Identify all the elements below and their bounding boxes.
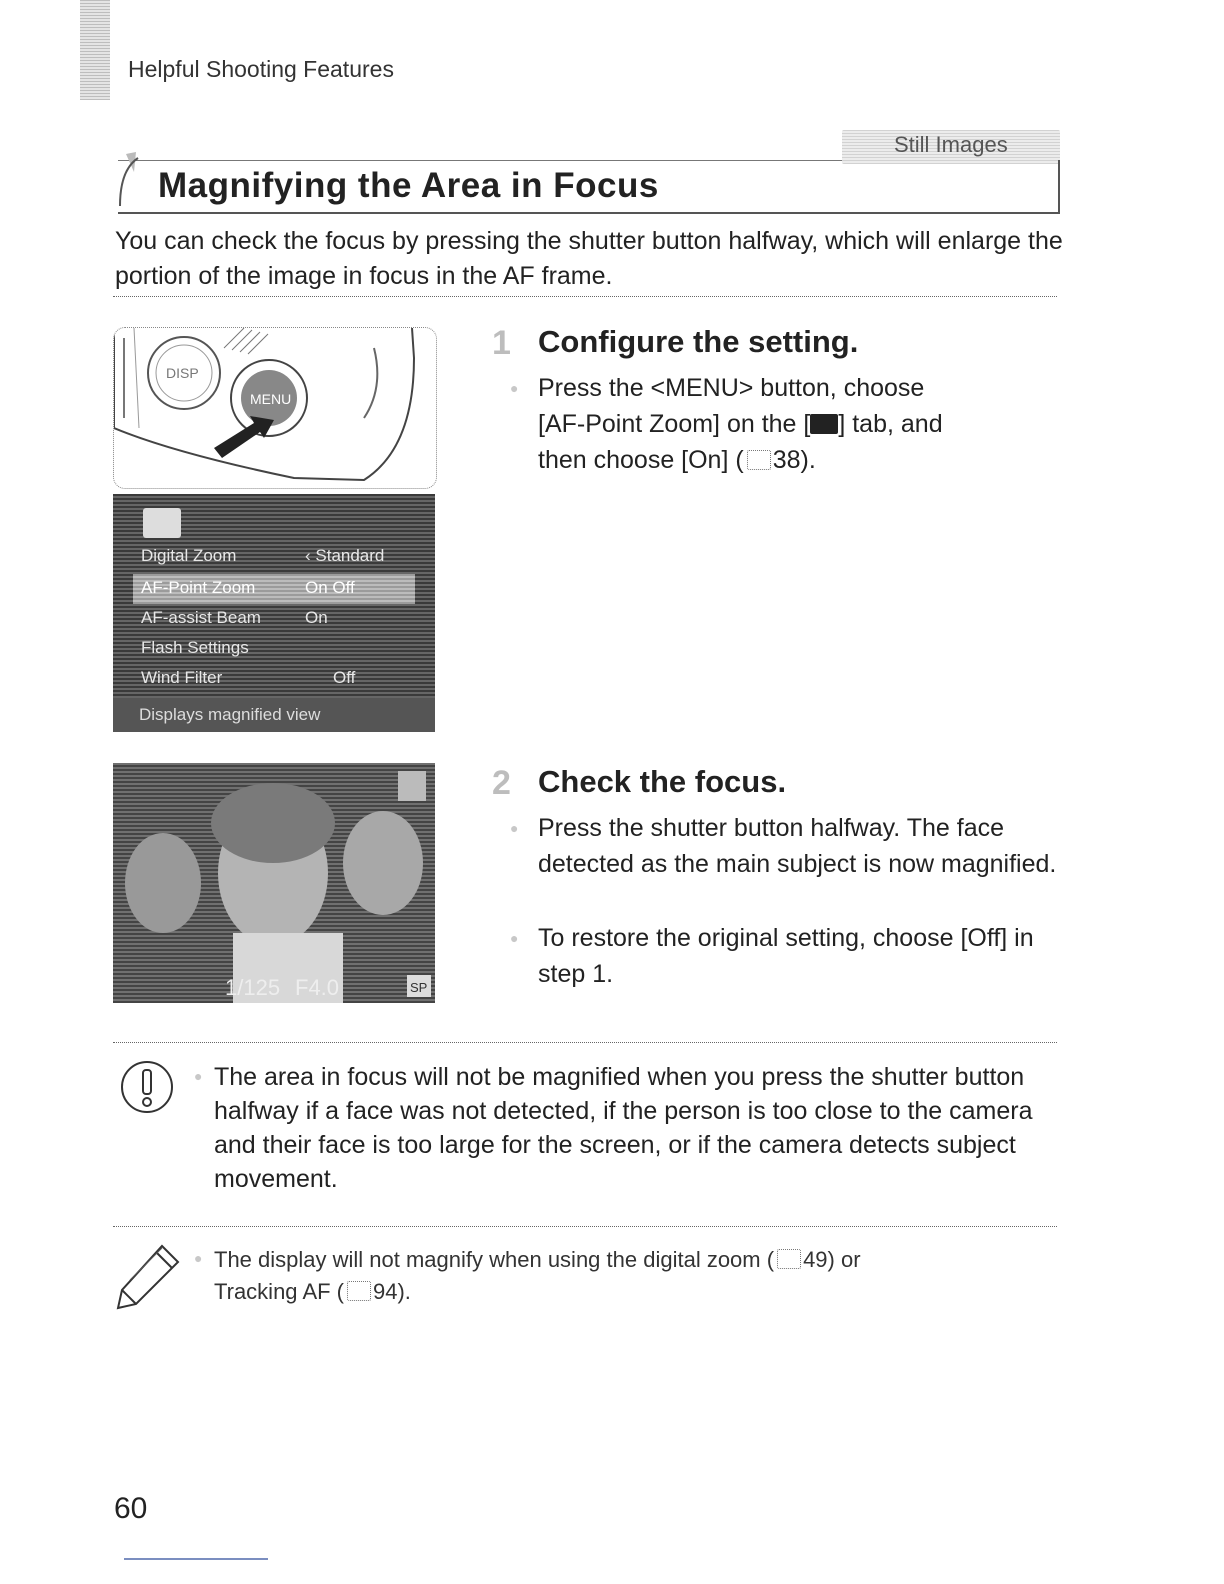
step-1-body: Press the <MENU> button, choose [AF-Point Zoom] on the [ ] tab, and then choose [On] ( 38). bbox=[538, 374, 943, 474]
menu-row-digital-zoom: Digital Zoom ‹ Standard bbox=[141, 546, 385, 565]
section-tab-marker bbox=[80, 0, 110, 100]
book-ref-icon bbox=[747, 450, 771, 470]
bullet-icon: ● bbox=[194, 1250, 203, 1266]
book-ref-icon bbox=[777, 1249, 801, 1269]
menu-row-flash-settings: Flash Settings bbox=[141, 638, 249, 657]
pencil-icon bbox=[112, 1240, 184, 1312]
menu-row-af-point-zoom: AF-Point Zoom On Off bbox=[133, 574, 415, 604]
menu-button-label: MENU bbox=[250, 391, 292, 407]
step-2-title: Check the focus. bbox=[538, 764, 787, 799]
step-2-bullet-2: To restore the original setting, choose [Off] in step 1. bbox=[538, 924, 1034, 988]
camera-tab-icon bbox=[143, 508, 181, 538]
shutter-readout: 1/125 bbox=[225, 975, 281, 1000]
aperture-readout: F4.0 bbox=[295, 975, 340, 1000]
badge-label: Still Images bbox=[894, 132, 1008, 157]
caution-icon bbox=[118, 1058, 176, 1116]
caution-text: The area in focus will not be magnified when you press the shutter button halfway if a face was not detected, if the person is too close to the camera and their face is too large for the screen, or if the camera detects subject movement. bbox=[214, 1063, 1033, 1193]
press-arrow-icon bbox=[214, 416, 274, 458]
intro-paragraph: You can check the focus by pressing the shutter button halfway, which will enlarge the portion of the image in focus in the AF frame. bbox=[115, 227, 1063, 290]
faces-drawing-icon bbox=[113, 763, 435, 1003]
camera-drawing-icon bbox=[114, 328, 436, 488]
book-ref-icon bbox=[347, 1281, 371, 1301]
title-hook-icon bbox=[112, 150, 142, 208]
menu-footer: Displays magnified view bbox=[113, 698, 435, 732]
page-number-underline bbox=[124, 1558, 268, 1560]
bullet-icon: ● bbox=[510, 930, 519, 946]
step-2-number: 2 bbox=[492, 764, 511, 802]
still-images-badge bbox=[842, 130, 1060, 164]
bullet-icon: ● bbox=[510, 380, 519, 396]
menu-row-wind-filter: Wind Filter Off bbox=[141, 668, 356, 687]
page-title: Magnifying the Area in Focus bbox=[158, 166, 659, 205]
bullet-icon: ● bbox=[194, 1068, 203, 1084]
step-1-number: 1 bbox=[492, 324, 511, 362]
tip-divider bbox=[113, 1226, 1057, 1227]
camera-tab-icon bbox=[810, 414, 838, 434]
magnified-focus-photo bbox=[113, 763, 435, 1003]
bullet-icon: ● bbox=[510, 820, 519, 836]
step-1-title: Configure the setting. bbox=[538, 324, 859, 359]
section-header: Helpful Shooting Features bbox=[128, 56, 394, 82]
menu-screen-photo bbox=[113, 494, 435, 732]
mode-badge: SP bbox=[410, 980, 428, 995]
menu-row-af-assist-beam: AF-assist Beam On bbox=[141, 608, 328, 627]
page-number: 60 bbox=[114, 1492, 148, 1525]
camera-back-illustration bbox=[113, 327, 437, 489]
disp-label: DISP bbox=[166, 365, 199, 381]
step-2-bullet-1: Press the shutter button halfway. The face detected as the main subject is now magnified. bbox=[538, 814, 1057, 878]
caution-divider bbox=[113, 1042, 1057, 1043]
intro-divider bbox=[113, 296, 1057, 297]
tip-text: The display will not magnify when using the digital zoom ( 49) or Tracking AF ( 94). bbox=[214, 1247, 861, 1304]
